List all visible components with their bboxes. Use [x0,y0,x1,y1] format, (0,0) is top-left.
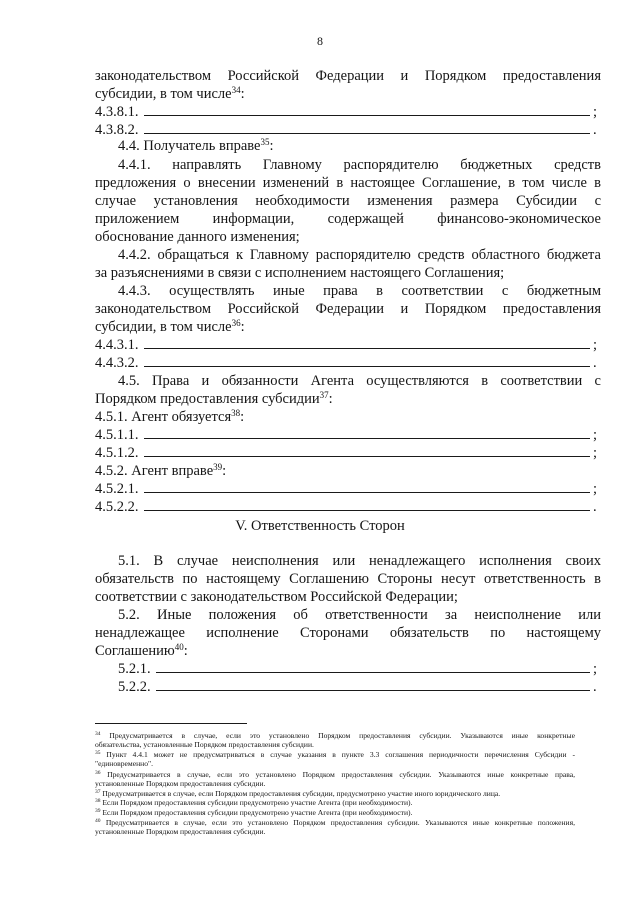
paragraph-line: 4.5.2. Агент вправе$^{39}$: [95,462,227,479]
fill-line-4-5-1-1: 4.5.1.1. ; [95,427,598,443]
blank-field[interactable] [144,491,591,493]
footnote: $^{36}$ Предусматривается в случае, если это установлено Порядком предоставления субсидии. Указываются иные конкретные права, [95,770,576,779]
paragraph-line: 4.4.2. обращаться к Главному распорядителю средств областного бюджета [118,247,601,263]
blank-field[interactable] [144,132,591,134]
footnote-ref: 37 [319,390,329,400]
footnote: обязательства, установленные Порядком предоставления субсидии. [95,740,314,749]
paragraph-line: приложением информации, содержащей финансово-экономическое [95,211,601,227]
footnote: установленные Порядком предоставления субсидии. [95,827,266,836]
paragraph-line: субсидии, в том числе$^{36}$: [95,318,245,335]
section-heading: V. Ответственность Сторон [235,518,405,534]
blank-field[interactable] [144,455,591,457]
paragraph-line: 5.2. Иные положения об ответственности за неисполнение или [118,607,601,623]
footnote: $^{40}$ Предусматривается в случае, если это установлено Порядком предоставления субсидии. Указываются иные конкретные положения, [95,818,575,827]
paragraph-line: соответствии с законодательством Российской Федерации; [95,589,458,605]
footnote-separator [95,723,247,724]
paragraph-line: 4.4.1. направлять Главному распорядителю бюджетных средств [118,157,601,173]
paragraph-line: обоснование данного изменения; [95,229,300,245]
blank-field[interactable] [156,689,590,691]
blank-field[interactable] [144,114,591,116]
paragraph-line: за разъяснениями в связи с исполнением настоящего Соглашения; [95,265,505,281]
footnote-ref: 34 [231,85,241,95]
footnote: установленные Порядком предоставления субсидии. [95,779,266,788]
footnote: "единовременно". [95,759,154,768]
footnote: $^{39}$ Если Порядком предоставления субсидии предусмотрено участие Агента (при необходимости). [95,808,413,817]
paragraph-line: 4.4. Получатель вправе$^{35}$: [118,137,274,154]
footnote: $^{38}$ Если Порядком предоставления субсидии предусмотрено участие Агента (при необходимости). [95,798,413,807]
fill-line-4-5-2-2: 4.5.2.2. . [95,499,597,515]
fill-line-4-3-8-1: 4.3.8.1. ; [95,104,598,120]
paragraph-line: предложения о внесении изменений в настоящее Соглашение, в том числе в [95,175,601,191]
paragraph-line: законодательством Российской Федерации и Порядком предоставления [95,301,601,317]
paragraph-line: 4.5.1. Агент обязуется$^{38}$: [95,408,245,425]
fill-line-4-5-2-1: 4.5.2.1. ; [95,481,598,497]
paragraph-line: обязательств по настоящему Соглашению Стороны несут ответственность в [95,571,601,587]
fill-line-4-3-8-2: 4.3.8.2. . [95,122,597,138]
paragraph-line: законодательством Российской Федерации и Порядком предоставления [95,68,601,84]
footnote: $^{34}$ Предусматривается в случае, если это установлено Порядком предоставления субсидии. Указываются иные конкретные [95,731,575,740]
footnote: $^{35}$ Пункт 4.4.1 может не предусматриваться в случае указания в пункте 3.3 соглашения периодичности перечисления Субсидии - [95,750,575,759]
fill-line-5-2-1: 5.2.1. ; [118,661,598,677]
fill-line-4-4-3-2: 4.4.3.2. . [95,355,597,371]
paragraph-line: субсидии, в том числе$^{34}$: [95,85,245,102]
paragraph-line: 5.1. В случае неисполнения или ненадлежащего исполнения своих [118,553,601,569]
footnote-ref: 39 [213,462,223,472]
blank-field[interactable] [144,347,591,349]
blank-field[interactable] [144,437,591,439]
blank-field[interactable] [144,509,591,511]
paragraph-line: случае установления необходимости изменения размера Субсидии с [95,193,601,209]
footnote-ref: 38 [231,408,241,418]
paragraph-line: ненадлежащее исполнение Сторонами обязательств по настоящему [95,625,601,641]
paragraph-line: 4.4.3. осуществлять иные права в соответствии с бюджетным [118,283,601,299]
blank-field[interactable] [156,671,590,673]
fill-line-4-5-1-2: 4.5.1.2. ; [95,445,598,461]
footnote-ref: 40 [174,642,184,652]
footnote-ref: 36 [231,318,241,328]
footnote-ref: 35 [260,137,270,147]
fill-line-4-4-3-1: 4.4.3.1. ; [95,337,598,353]
fill-line-5-2-2: 5.2.2. . [118,679,597,695]
blank-field[interactable] [144,365,591,367]
paragraph-line: Порядком предоставления субсидии$^{37}$: [95,390,333,407]
footnote: $^{37}$ Предусматривается в случае, если Порядком предоставления субсидии, предусмотрено участие иного юридического лица. [95,789,501,798]
page-number: 8 [317,34,323,48]
paragraph-line: 4.5. Права и обязанности Агента осуществляются в соответствии с [118,373,601,389]
paragraph-line: Соглашению$^{40}$: [95,642,188,659]
